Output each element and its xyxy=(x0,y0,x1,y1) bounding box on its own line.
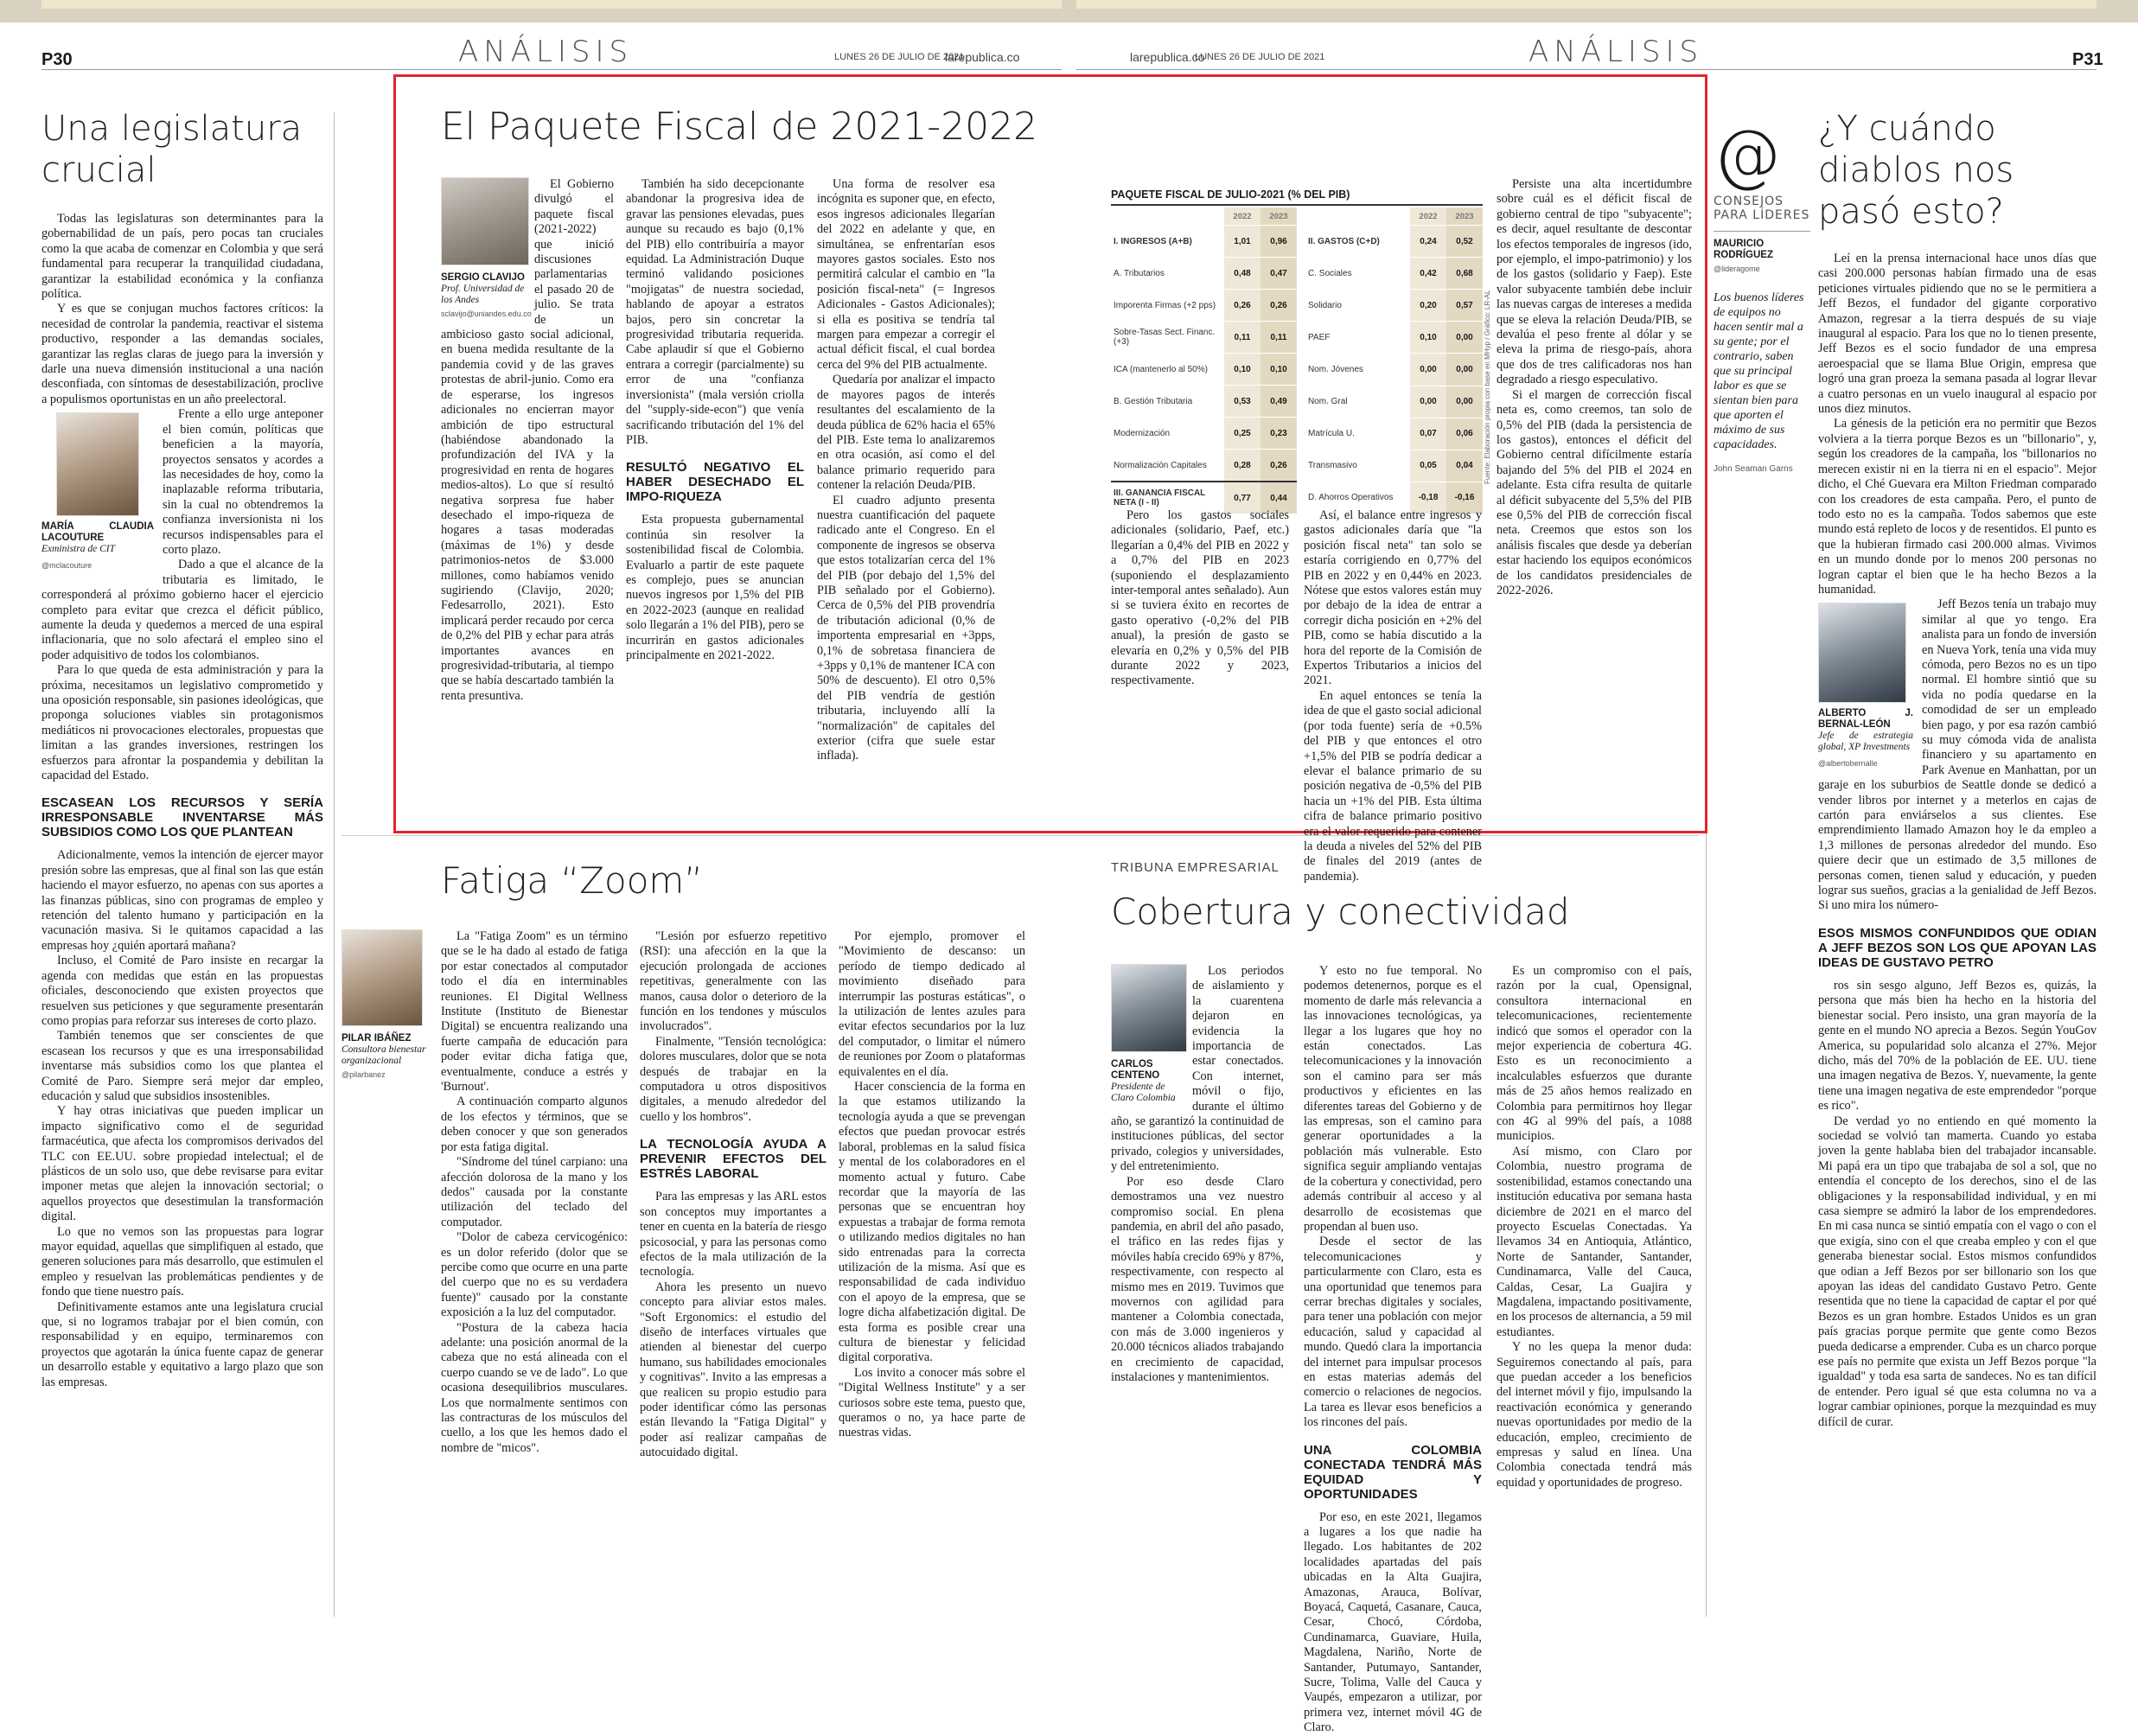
cell-2022: 0,24 xyxy=(1410,226,1446,258)
row-label: Modernización xyxy=(1111,418,1224,450)
table-row xyxy=(1111,386,1297,418)
paragraph: "Postura de la cabeza hacia adelante: una posición anormal de la cabeza que no está alineada con el cuerpo cuando se ve de lado". Lo que ocasiona desequilibrios musculares. Los que normalmente sentimos con las contracturas de los músculos del cuello, a los que les hemos dado el nombre de "micos". xyxy=(441,1320,628,1455)
cell-2023: 0,57 xyxy=(1446,290,1483,322)
author-box xyxy=(41,412,154,573)
author-role: Prof. Universidad de los Andes xyxy=(441,284,525,305)
paragraph: De verdad yo no entiendo en qué momento la sociedad se volvió tan mamerta. Cuando yo estaba joven la gente hablaba bien del trabajador incansable. Mi papá era un tipo que trabajaba de sol a sol, que no entendía el concepto de los derechos, sino el de las obligaciones y la responsabilidad individual, y en mi casa siempre se admiró la labor de los emprendedores. En mi casa nunca se sintió empatía con el vago o con el que exigía, sino con el que creaba empleo y con el que generaba bienestar social. Estos mismos confundidos que odian a Jeff Bezos por ser billonario son los que apoyan las ideas del candidato Gustavo Petro. Gente resentida que no tiene la capacidad de captar el por qué Bezos es un gran hombre. Estados Unidos es un gran país gracias porque permite que gente como Bezos pueda dedicarse a emprender. Cuba es un charco porque ese país no permite que exista un Jeff Bezos porque "la igualdad" y toda esa sarta de sandeces. No es tan difícil de entender. Pero igual sé que esta columna no va a lograr cambiar opiniones, porque la mezquindad es muy difícil de curar. xyxy=(1818,1114,2097,1429)
site-right: larepublica.co xyxy=(1130,50,1205,64)
paragraph: También tenemos que ser conscientes de que escasean los recursos y que es una irresponsabilidad inventarse más subsidios como los que plantea el Comité de Paro. Siempre será mejor dar empleo, educación y salud que subsidios insostenibles. xyxy=(41,1029,323,1103)
author-role: Presidente de Claro Colombia xyxy=(1111,1082,1176,1103)
header-rule-right xyxy=(1076,69,2097,70)
paragraph: El cuadro adjunto presenta nuestra cuantificación del paquete radicado ante el Congreso. En el componente de ingresos se observa que estos totalizarían cerca del 1% del PIB (por debajo del 1,5% del PIB señalado por el Gobierno). Cerca de 0,5% del PIB provendría de tributación adicional (0,% de importenta empresarial en +3pps, 0,1% de sobretasa financiera de +3pps y 0,1% de mantener ICA con 50% de descuento). El otro 0,5% del PIB vendría de gestión tributaria, incluyendo allí la "normalización" de capitales del exterior (cifra que suele estar inflada). xyxy=(817,493,995,763)
row-label: Solidario xyxy=(1305,290,1410,322)
page-number-right: P31 xyxy=(2072,50,2103,69)
table-row xyxy=(1305,322,1483,354)
cell-2023: 0,26 xyxy=(1260,290,1297,322)
cell-2023: 0,52 xyxy=(1446,226,1483,258)
paragraph: Ahora les presento un nuevo concepto para aliviar estos males. "Soft Ergonomics: el estudio del diseño de interfaces virtuales que atienden al bienestar del cuerpo humano, sus habilidades emocionales y cognitivas". Invito a las empresas a que realicen su propio estudio para poder identificar cómo las personas están llevando la "Fatiga Digital" y poder así realizar campañas de autocuidado digital. xyxy=(640,1280,826,1460)
row-label: Nom. Gral xyxy=(1305,386,1410,418)
paragraph: Persiste una alta incertidumbre sobre cuál es el déficit fiscal de gobierno central de tipo "subyacente"; es decir, aquel resultante de descontar los efectos temporales de ingresos (ido, por ejemplo, el impo-patrimonio) y los de los gastos (solidario y Faep). Este valor subyacente también debe incluir las nuevas cargas de intereses a medida que se eleva la relación Deuda/PIB, se devalúa el peso frente al dólar y se eleva la prima de riesgo-país, ahora que dos de tres calificadoras nos han degradado a riesgo especulativo. xyxy=(1497,177,1692,387)
table-row xyxy=(1111,450,1297,482)
cell-2022: 0,10 xyxy=(1224,354,1260,386)
paragraph: Definitivamente estamos ante una legislatura crucial que, si no logramos trabajar por el bien común, con responsabilidad y en equipo, terminaremos con proyectos que agotarán la única fuente capaz de generar un desarrollo estable y equitativo a largo plazo que son las empresas. xyxy=(41,1299,323,1389)
paragraph: Y es que se conjugan muchos factores críticos: la necesidad de controlar la pandemia, reactivar el sistema productivo, responder a las demandas sociales, garantizar las reglas claras de juego para la inversión y darle una nueva dimensión institucional a una nación desconfiada, con síntomas de desestabilización, proclive a populismos oportunistas en un año preelectoral. xyxy=(41,302,323,406)
article-title: Fatiga “Zoom” xyxy=(441,859,704,902)
quote: Los buenos líderes de equipos no hacen sentir mal a su gente; por el contrario, saben que su principal labor es que se sientan bien para que aporten el máximo de sus capacidades. xyxy=(1714,291,1804,451)
paragraph: Así mismo, con Claro por Colombia, nuestro programa de sostenibilidad, estamos conectando una institución educativa por semana hasta diciembre de 2021 en el marco del proyecto Escuelas Conectadas. Ya llevamos 34 en Antioquia, Atlántico, Norte de Santander, Santander, Cundinamarca, Valle del Cauca, Caldas, Cesar, La Guajira y Magdalena, impactando positivamente, en los procesos de alternancia, a 59 mil estudiantes. xyxy=(1497,1144,1692,1339)
subheading: UNA COLOMBIA CONECTADA TENDRÁ MÁS EQUIDAD Y OPORTUNIDADES xyxy=(1304,1442,1482,1502)
fatiga-col-1 xyxy=(441,929,628,1612)
row-label: Nom. Jóvenes xyxy=(1305,354,1410,386)
row-label: II. GASTOS (C+D) xyxy=(1305,226,1410,258)
paquete-col-1 xyxy=(441,177,614,817)
paquete-col-4 xyxy=(1111,508,1289,816)
top-color-bar xyxy=(0,0,2138,22)
cell-2023: 0,96 xyxy=(1260,226,1297,258)
cell-2022: 0,26 xyxy=(1224,290,1260,322)
paragraph: Para las empresas y las ARL estos son conceptos muy importantes a tener en cuenta en la batería de riesgo psicosocial, y para las personas como efectos de la mala utilización de la tecnología. xyxy=(640,1190,826,1280)
year-header: 2022 xyxy=(1410,207,1446,226)
row-label: Matrícula U. xyxy=(1305,418,1410,450)
cell-2022: 0,42 xyxy=(1410,258,1446,290)
at-icon: @ xyxy=(1714,117,1781,195)
table-row xyxy=(1111,418,1297,450)
paragraph: Dado a que el alcance de la tributaria es limitado, le corresponderá al próximo gobierno hacer el ejercicio completo para evitar que crezca el déficit público, aumente la deuda y quedemos a merced de una espiral inflacionaria, que no solo afectará el empleo sino el poder adquisitivo de todos los colombianos. xyxy=(41,558,323,662)
fatiga-col-3 xyxy=(839,929,1025,1612)
author-handle: @mclacouture xyxy=(41,561,93,571)
paragraph: Frente a ello urge anteponer el bien común, políticas que beneficien a la mayoría, proyectos sensatos y acordes a las necesidades de hoy, como la inaplazable reforma tributaria, sin la cual no obtendremos la confianza inversionista ni los recursos indispensables para el corto plazo. xyxy=(163,407,323,557)
paragraph: Desde el sector de las telecomunicaciones y particularmente con Claro, esta es una oportunidad que tenemos para cerrar brechas digitales y sociales, para tener una población con mejor educación, salud y capacidad al mundo. Quedó clara la importancia del internet para impulsar procesos en estas materias además del comercio o relaciones de negocios. La tarea es llevar esos beneficios a los rincones del país. xyxy=(1304,1235,1482,1430)
table-row xyxy=(1111,258,1297,290)
kicker: TRIBUNA EMPRESARIAL xyxy=(1111,860,1280,875)
fiscal-table-box xyxy=(1111,188,1483,514)
cell-2022: 0,53 xyxy=(1224,386,1260,418)
row-label: Transmasivo xyxy=(1305,450,1410,482)
paragraph: Es un compromiso con el país, razón por la cual, Opensignal, consultora internacional en telecomunicaciones, recientemente indicó que somos el operador con la mejor experiencia de cobertura 4G. Esto es un reconocimiento a incalculables esfuerzos que durante más de 25 años hemos realizado en Colombia para permitirnos hoy llegar con 4G al 99% del país, a 1088 municipios. xyxy=(1497,964,1692,1144)
author-box xyxy=(1111,964,1185,1104)
year-header: 2023 xyxy=(1260,207,1297,226)
cell-2023: 0,04 xyxy=(1446,450,1483,482)
paragraph: ros sin sesgo alguno, Jeff Bezos es, quizás, la persona que más bien ha hecho en la historia del bienestar social. Pero insisto, una gran mayoría de la gente en el mundo NO aprecia a Bezos. Según YouGov America, su popularidad solo alcanza el 27%. Mejor dicho, más del 70% de la población de EE. UU. tiene una imagen negativa de Bezos. Y, nuevamente, la gente tiene una imagen negativa de este emprendedor "porque es rico". xyxy=(1818,978,2097,1114)
row-label: PAEF xyxy=(1305,322,1410,354)
paragraph: Por eso desde Claro demostramos una vez nuestro compromiso social. En plena pandemia, en abril del año pasado, el tráfico en las redes fijas y móviles había crecido 69% y 87%, respectivamente, con respecto al mismo mes en 2019. Tuvimos que movernos con agilidad para mantener a Colombia conectada, con más de 3.000 ingenieros y 20.000 técnicos aliados trabajando en crecimiento de capacidad, instalaciones y mantenimientos. xyxy=(1111,1174,1284,1384)
paragraph: Los invito a conocer más sobre el "Digital Wellness Institute" y a ser curiosos sobre este tema, puesto que, queramos o no, ya hace parte de nuestras vidas. xyxy=(839,1365,1025,1440)
row-label: III. GANANCIA FISCAL NETA (I - II) xyxy=(1111,482,1224,514)
site-left: larepublica.co xyxy=(945,50,1020,64)
paragraph: Leí en la prensa internacional hace unos días que casi 200.000 personas habían firmado una de esas peticiones virtuales pidiendo que no se le permitiera a Jeff Bezos, el fundador del gigante corporativo Amazon, regresar a la tierra después de su viaje inaugural al espacio. Para los que no lo tienen presente, Jeff Bezos es el socio fundador de una empresa aeroespacial que se llama Blue Origin, empresa que logró una gran proeza la semana pasada al lograr llevar a cuatro personas en un vuelo inaugural al espacio por unos diez minutos. xyxy=(1818,252,2097,417)
author-photo xyxy=(441,177,529,265)
cell-2022: 0,00 xyxy=(1410,386,1446,418)
paragraph: Finalmente, "Tensión tecnológica: dolores musculares, dolor que se nota después de trabajar en la computadora u otros dispositivos digitales, a menudo alrededor del cuello y los hombros". xyxy=(640,1034,826,1124)
table-row xyxy=(1305,354,1483,386)
section-title-left: ANÁLISIS xyxy=(458,35,634,69)
author-handle: @pilarbanez xyxy=(341,1070,386,1079)
cell-2023: 0,00 xyxy=(1446,322,1483,354)
author-photo xyxy=(56,412,139,516)
paragraph: Todas las legislaturas son determinantes para la gobernabilidad de un país, pero pocas tan cruciales como la que acaba de comenzar en Colombia y que será fundamental para recuperar la tranquilidad ciudadana, garantizar la estabilidad económica y la confianza política. xyxy=(41,212,323,302)
cell-2023: 0,44 xyxy=(1260,482,1297,514)
author-handle: @lideragome xyxy=(1714,265,1760,273)
cell-2023: 0,00 xyxy=(1446,354,1483,386)
divider-left xyxy=(334,112,335,1617)
subheading: RESULTÓ NEGATIVO EL HABER DESECHADO EL IMPO-RIQUEZA xyxy=(626,460,804,505)
table-source: Fuente: Elaboración propia con base en MHyp / Gráfico: LR-AL xyxy=(1484,290,1491,484)
cell-2023: 0,68 xyxy=(1446,258,1483,290)
paquete-col-2 xyxy=(626,177,804,817)
paragraph: Pero los gastos sociales adicionales (solidario, Paef, etc.) llegarían a 0,4% del PIB en 2022 y a 0,7% del PIB en 2023 (suponiendo el desplazamiento inter-temporal antes señalado). Aun si se tuviera éxito en recortes de gasto operativo (-0,2% del PIB anual), la presión de gasto se elevaría en 0,2% y 0,5% del PIB durante 2022 y 2023, respectivamente. xyxy=(1111,508,1289,688)
row-label: A. Tributarios xyxy=(1111,258,1224,290)
table-title: PAQUETE FISCAL DE JULIO-2021 (% DEL PIB) xyxy=(1111,188,1483,206)
cell-2022: 0,10 xyxy=(1410,322,1446,354)
table-row xyxy=(1305,386,1483,418)
subheading: ESCASEAN LOS RECURSOS Y SERÍA IRRESPONSABLE INVENTARSE MÁS SUBSIDIOS COMO LOS QUE PLANTEAN xyxy=(41,795,323,840)
cobertura-col-2 xyxy=(1304,964,1482,1735)
paragraph: Jeff Bezos tenía un trabajo muy similar al que yo tengo. Era analista para un fondo de inversión en Nueva York, tenía una vida muy cómoda, pero Bezos no es un tipo normal. El hombre sintió que su vida no podía quedarse en la comodidad de ser un empleado bien pago, y por esa razón cambió su muy cómoda vida de analista financiero y su apartamento en Park Avenue en Manhattan, por un garaje en los suburbios de Seattle donde se dedicó a vender libros por internet y a meterlos en cajas de cartón para enviárselos a sus clientes. Ese emprendimiento llamado Amazon hoy le da empleo a 1,3 millones de personas alrededor del mundo. Eso quiere decir que un estimado de 3,5 millones de personas comen, tienen salud y educación, y pueden lograr sus sueños, gracias a la genialidad de Jeff Bezos. Si uno mira los número- xyxy=(1818,597,2097,913)
table-row xyxy=(1111,290,1297,322)
consejos-sidebar xyxy=(1714,117,1810,474)
article-title: El Paquete Fiscal de 2021-2022 xyxy=(441,105,1038,149)
author-name: MARÍA CLAUDIA LACOUTURE xyxy=(41,521,154,544)
date-left: LUNES 26 DE JULIO DE 2021 xyxy=(834,52,965,62)
cobertura-col-3 xyxy=(1497,964,1692,1612)
paquete-col-3 xyxy=(817,177,995,817)
cell-2023: 0,23 xyxy=(1260,418,1297,450)
paragraph: "Dolor de cabeza cervicogénico: es un dolor referido (dolor que se percibe como que ocurre en una parte del cuerpo que no es su verdadera fuente)" causado por la constante exposición a la luz del computador. xyxy=(441,1230,628,1320)
fatiga-col-2 xyxy=(640,929,826,1612)
cell-2023: 0,06 xyxy=(1446,418,1483,450)
paragraph: El Gobierno divulgó el paquete fiscal (2021-2022) que inició discusiones parlamentarias el pasado 20 de julio. Se trata de un ambicioso gasto social adicional, en buena medida resultante de la pandemia covid y de las graves protestas de abril-junio. Como era de esperarse, los ingresos adicionales no encierran mayor ambición de tipo estructural (habiéndose abandonado la profundización del IVA y la progresividad en renta de hogares medios-altos). Lo que sí resultó negativa sorpresa fue haber desechado el impo-riqueza de hogares a tasas moderadas (máximas de 1%) y desde patrimonios-netos de $3.000 millones, como habíamos venido sugiriendo (Clavijo, 2020; Fedesarrollo, 2021). Esto implicará perder recaudo por cerca de 0,2% del PIB y echar para atrás importantes avances en progresividad-tributaria, al tiempo que se había descartado también la renta presuntiva. xyxy=(441,177,614,703)
paragraph: Lo que no vemos son las propuestas para lograr mayor equidad, aquellas que simplifiquen al estado, que generen soluciones para más desarrollo, que estimulen el empleo y resuelvan las problemáticas pendientes y de fondo que tiene nuestro país. xyxy=(41,1224,323,1299)
table-row xyxy=(1305,418,1483,450)
paragraph: Y hay otras iniciativas que pueden implicar un impacto significativo como el de seguridad farmacéutica, que afecta los compromisos derivados del TLC con EE.UU. sobre propiedad intelectual; el de plásticos de un solo uso, que debe revisarse para evitar imponer metas que alejen la innovación sectorial; o aquellos proyectos que desestimulan la transformación digital. xyxy=(41,1104,323,1224)
table-row xyxy=(1111,354,1297,386)
year-header: 2023 xyxy=(1446,207,1483,226)
author-role: Exministra de CIT xyxy=(41,544,115,555)
paragraph: Para lo que queda de esta administración y para la próxima, necesitamos un legislativo comprometido y una oposición responsable, sin pasiones ideológicas, que proponga soluciones viables sin protagonismos mediáticos ni provocaciones electorales, propuestas que limitan a las grandes inversiones, restringen los esfuerzos para afrontar la pospandemia y debilitan la capacidad del Estado. xyxy=(41,663,323,783)
article-title: Cobertura y conectividad xyxy=(1111,890,1570,933)
paragraph: También ha sido decepcionante abandonar la progresiva idea de gravar las pensiones elevadas, pues aunque su recaudo es bajo (0,1% del PIB) ello contribuiría a mayor equidad. La Administración Duque terminó validando posiciones "mojigatas" de nuestra sociedad, hablando de apoyar a estratos bajos, pero sin concretar la progresividad tributaria requerida. Cabe aplaudir sí que el Gobierno entrara a corregir (parcialmente) su error de una "confianza inversionista" (mala versión criolla del "supply-side-econ") que venía sacrificando tributación del 1% del PIB. xyxy=(626,177,804,447)
subheading: ESOS MISMOS CONFUNDIDOS QUE ODIAN A JEFF BEZOS SON LOS QUE APOYAN LAS IDEAS DE GUSTAVO PETRO xyxy=(1818,925,2097,970)
cell-2023: 0,11 xyxy=(1260,322,1297,354)
author-name: SERGIO CLAVIJO xyxy=(441,272,525,283)
cell-2022: 0,11 xyxy=(1224,322,1260,354)
row-label: B. Gestión Tributaria xyxy=(1111,386,1224,418)
author-name: CARLOS CENTENO xyxy=(1111,1059,1160,1081)
author-box xyxy=(441,177,532,318)
author-photo xyxy=(1111,964,1187,1052)
cell-2023: 0,49 xyxy=(1260,386,1297,418)
paquete-col-6 xyxy=(1497,177,1692,817)
paragraph: Una forma de resolver esa incógnita es suponer que, en efecto, esos ingresos adicionales llegarían del 2022 en adelante y que, en simultánea, se enfrentarían esos mayores gastos sociales. Esto nos permitirá calcular el cambio en "la posición fiscal-neta" (= Ingresos Adicionales - Gastos Adicionales); si ella es positiva se tendría tal margen para empezar a corregir el actual déficit fiscal, el cual bordea cerca del 9% del PIB actualmente. xyxy=(817,177,995,372)
paragraph: Por eso, en este 2021, llegamos a lugares a los que nadie ha llegado. Los habitantes de 202 localidades apartadas del país ubicadas en la Alta Guajira, Amazonas, Arauca, Bolívar, Boyacá, Caquetá, Casanare, Cauca, Cesar, Chocó, Córdoba, Cundinamarca, Guaviare, Huila, Magdalena, Nariño, Norte de Santander, Putumayo, Santander, Sucre, Tolima, Valle del Cauca y Vaupés, empezaron a utilizar, por primera vez, internet móvil 4G de Claro. xyxy=(1304,1509,1482,1735)
cell-2022: 0,07 xyxy=(1410,418,1446,450)
cell-2023: 0,47 xyxy=(1260,258,1297,290)
section-title-right: ANÁLISIS xyxy=(1529,35,1704,69)
paragraph: En aquel entonces se tenía la idea de que el gasto social adicional (por toda fuente) sería de +0.5% del PIB y que entonces el otro +1,5% del PIB se podría dedicar a elevar el balance primario de su posición negativa de -0,5% del PIB hacia un +1% del PIB. Esta última cifra de balance primario positivo era el valor requerido para contener la deuda a niveles del 52% del PIB de finales del 2019 (antes de pandemia). xyxy=(1304,688,1482,884)
quote-author: John Seaman Garns xyxy=(1714,464,1793,474)
article-legislatura xyxy=(41,108,323,1390)
author-role: Jefe de estrategia global, XP Investments xyxy=(1818,731,1913,753)
author-handle: @albertobernalle xyxy=(1818,759,1878,769)
paragraph: "Síndrome del túnel carpiano: una afección dolorosa de la mano y los dedos" causada por la constante utilización del teclado del computador. xyxy=(441,1155,628,1229)
cell-2023: 0,26 xyxy=(1260,450,1297,482)
cobertura-col-1 xyxy=(1111,964,1284,1612)
author-name: MAURICIO RODRÍGUEZ xyxy=(1714,239,1773,260)
paragraph: Y no les quepa la menor duda: Seguiremos conectando al país, para que puedan acceder a los beneficios del internet móvil y fijo, impulsando la reactivación económica y generando nuevas oportunidades por medio de la educación, empleo, crecimiento de empresas y salud en línea. Una Colombia conectada tendrá más equidad y oportunidades de progreso. xyxy=(1497,1340,1692,1490)
paragraph: Incluso, el Comité de Paro insiste en recargar la agenda con medidas que están en las propuestas oficiales, desconociendo que existen proyectos que resuelven sus peticiones y que seguramente presentarán como propias para reforzar sus intereses de corto plazo. xyxy=(41,954,323,1028)
year-header: 2022 xyxy=(1224,207,1260,226)
cell-2023: 0,00 xyxy=(1446,386,1483,418)
row-label: I. INGRESOS (A+B) xyxy=(1111,226,1224,258)
author-name: PILAR IBÁÑEZ xyxy=(341,1033,412,1044)
paragraph: Así, el balance entre ingresos y gastos adicionales daría que "la posición fiscal neta" tan solo se estaría corrigiendo en 0,77% del PIB en 2022 y en 0,44% en 2023. Nótese que estos valores están muy por debajo de la idea de entrar a corregir dicha posición en +2% del PIB, como se había discutido a la hora del reporte de la Comisión de Expertos Tributarios a inicios del 2021. xyxy=(1304,508,1482,688)
author-handle: sclavijo@uniandes.edu.co xyxy=(441,310,532,318)
table-row xyxy=(1305,226,1483,258)
author-photo xyxy=(341,929,423,1026)
row-label: ICA (mantenerlo al 50%) xyxy=(1111,354,1224,386)
table-row xyxy=(1111,226,1297,258)
paragraph: Quedaría por analizar el impacto de mayores pagos de interés resultantes del escalamiento de la deuda pública de 62% hacia el 65% del PIB. Este tema lo analizaremos en otra ocasión, así como el del balance primario requerido para contener la relación Deuda/PIB. xyxy=(817,373,995,493)
row-label: Imporenta Firmas (+2 pps) xyxy=(1111,290,1224,322)
paragraph: "Lesión por esfuerzo repetitivo (RSI): una afección en la que la ejecución prolongada de acciones repetitivas, generalmente con las manos, causa dolor o deterioro de la función en los tendones y músculos involucrados". xyxy=(640,929,826,1034)
paragraph: Y esto no fue temporal. No podemos detenernos, porque es el momento de darle más relevancia a las innovaciones tecnológicas, ya llegar a los lugares que hoy no están conectados. Las telecomunicaciones y la innovación son el camino para ser más productivos y eficientes en las diferentes tareas del Gobierno y de las empresas, son el camino para generar oportunidades a la población más vulnerable. Esto significa seguir ampliando ventajas de la cobertura y conectividad, pero además contribuir al acceso y al desarrollo de ecosistemas que propendan al buen uso. xyxy=(1304,964,1482,1234)
fiscal-table-right xyxy=(1305,207,1483,514)
article-jeff xyxy=(1818,108,2097,1626)
cell-2022: 0,48 xyxy=(1224,258,1260,290)
table-row xyxy=(1305,290,1483,322)
paragraph: Los periodos de aislamiento y la cuarentena dejaron en evidencia la importancia de estar conectados. Con internet, móvil o fijo, durante el último año, se garantizó la continuidad de instituciones públicas, del sector privado, colegios y universidades, y del entretenimiento. xyxy=(1111,964,1284,1174)
row-label: Normalización Capitales xyxy=(1111,450,1224,482)
header-rule-left xyxy=(41,69,1062,70)
cell-2022: 0,28 xyxy=(1224,450,1260,482)
paragraph: Por ejemplo, promover el "Movimiento de descanso: un período de tiempo dedicado al movimiento diseñado para interrumpir las posturas estáticas", o la utilización de lentes azules para evitar efectos secundarios por la luz del computador, o limitar el número de reuniones por Zoom o plataformas equivalentes en el día. xyxy=(839,929,1025,1079)
paragraph: Esta propuesta gubernamental continúa sin resolver la sostenibilidad fiscal de Colombia. Evaluarlo a partir de este paquete es complejo, pues se anuncian nuevos ingresos por 1,5% del PIB en 2022-2023 (aunque en realidad solo llegarán a 1% del PIB), pero se incurrirán en gastos adicionales principalmente en 2021-2022. xyxy=(626,513,804,662)
row-label: D. Ahorros Operativos xyxy=(1305,482,1410,514)
paragraph: Si el margen de corrección fiscal neta es, como creemos, tan solo de 0,5% del PIB (dada la persistencia de los gastos), entonces el déficit del Gobierno central difícilmente estaría bajando del 5% del PIB el 2024 en adelante. Esta cifra resulta de quitarle al déficit subyacente del 5,5% del PIB ese 0,5% del PIB de corrección fiscal neta. Creemos que estos son los análisis fiscales que desde ya deberían estar haciendo los equipos económicos de los candidatos presidenciales de 2022-2026. xyxy=(1497,387,1692,597)
article-title: Una legislatura crucial xyxy=(41,109,303,190)
author-role: Consultora bienestar organizacional xyxy=(341,1044,426,1066)
author-box xyxy=(1818,603,1913,771)
fiscal-table-left xyxy=(1111,207,1297,514)
row-label: C. Sociales xyxy=(1305,258,1410,290)
cell-2022: 0,00 xyxy=(1410,354,1446,386)
paragraph: La "Fatiga Zoom" es un término que se le ha dado al estado de fatiga por estar conectados al computador todo el día en interminables reuniones. El Digital Wellness Institute (Instituto de Bienestar Digital) se encuentra realizando una fuerte campaña de educación para poder evitar dicha fatiga que, eventualmente, conduce a estrés y 'Burnout'. xyxy=(441,929,628,1095)
paragraph: La génesis de la petición era no permitir que Bezos volviera a la tierra porque Bezos es un "billonario", y, según los creadores de la campaña, los "billonarios no merecen existir ni en la tierra ni en el espacio". Mejor dicho, el Ché Guevara era Milton Friedman comparado con los creadores de esta campaña. Pero, el punto de todo esto no es la campaña. Todos sabemos que este mundo está repleto de locos y de resentidos. El punto es que la hubieran firmado casi 200.000 almas. Vivimos en un mundo donde por lo menos 200 personas no logran captar el bien que le ha hecho Bezos a la humanidad. xyxy=(1818,417,2097,597)
cell-2022: 0,25 xyxy=(1224,418,1260,450)
date-right: LUNES 26 DE JULIO DE 2021 xyxy=(1195,52,1325,62)
paragraph: Adicionalmente, vemos la intención de ejercer mayor presión sobre las empresas, que al final son las que están haciendo el mayor esfuerzo, no apenas con sus aportes a las finanzas públicas, sino con programas de empleo y retención del talento humano y participación en la vacunación masiva. Si le quitamos capacidad a las empresas hoy ¿quién aportará mañana? xyxy=(41,848,323,953)
cell-2022: 0,77 xyxy=(1224,482,1260,514)
cell-2022: 0,05 xyxy=(1410,450,1446,482)
cell-2023: 0,10 xyxy=(1260,354,1297,386)
author-name: ALBERTO J. BERNAL-LEÓN xyxy=(1818,708,1913,731)
cell-2022: 0,20 xyxy=(1410,290,1446,322)
cell-2022: -0,18 xyxy=(1410,482,1446,514)
paquete-col-5 xyxy=(1304,508,1482,884)
cell-2022: 1,01 xyxy=(1224,226,1260,258)
sidebar-label: CONSEJOS PARA LÍDERES xyxy=(1714,195,1810,222)
article-title: ¿Y cuándo diablos nos pasó esto? xyxy=(1818,109,2014,232)
paragraph: A continuación comparto algunos de los efectos y términos, que se deben conocer y que son generados por esta fatiga digital. xyxy=(441,1095,628,1154)
row-label: Sobre-Tasas Sect. Financ. (+3) xyxy=(1111,322,1224,354)
author-box xyxy=(341,929,428,1079)
subheading: LA TECNOLOGÍA AYUDA A PREVENIR EFECTOS DEL ESTRÉS LABORAL xyxy=(640,1137,826,1182)
page-number-left: P30 xyxy=(41,50,73,69)
table-row xyxy=(1305,258,1483,290)
mid-rule xyxy=(341,835,1699,836)
table-row xyxy=(1305,450,1483,482)
cell-2023: -0,16 xyxy=(1446,482,1483,514)
table-row xyxy=(1111,322,1297,354)
paragraph: Hacer consciencia de la forma en la que estamos utilizando la tecnología ayuda a que se prevengan efectos que puedan provocar estrés laboral, problemas en la salud física y mental de los colaboradores en el momento actual y futuro. Cabe recordar que la mayoría de las personas que se encuentran hoy expuestas a trabajar de forma remota o utilizando medios digitales no han sido entrenadas para la correcta utilización de la misma. Así que es responsabilidad de cada individuo con el apoyo de la empresa, que se logre dicha alfabetización digital. De esta forma es posible crear una cultura de bienestar y felicidad digital corporativa. xyxy=(839,1080,1025,1365)
author-photo xyxy=(1818,603,1906,703)
